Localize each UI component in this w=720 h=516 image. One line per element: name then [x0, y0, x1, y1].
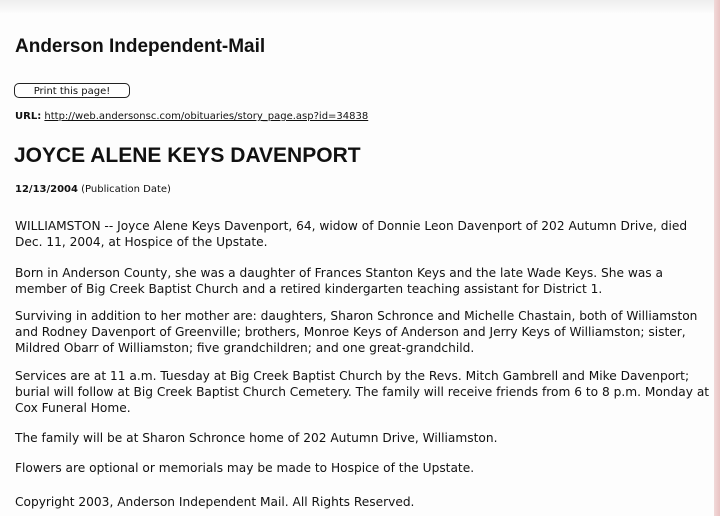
- publication-date-line: [15, 184, 171, 195]
- publication-date-note: (Publication Date): [81, 184, 171, 195]
- paragraph-family-home: The family will be at Sharon Schronce home of 202 Autumn Drive, Williamston.: [15, 431, 498, 445]
- publisher-title: Anderson Independent-Mail: [15, 36, 266, 57]
- story-url-link[interactable]: http://web.andersonsc.com/obituaries/story_page.asp?id=34838: [44, 111, 369, 122]
- url-line: [15, 111, 368, 122]
- copyright-notice: Copyright 2003, Anderson Independent Mail. All Rights Reserved.: [15, 495, 415, 509]
- paragraph-memorials: Flowers are optional or memorials may be made to Hospice of the Upstate.: [15, 461, 475, 475]
- paragraph-survivors: Surviving in addition to her mother are: daughters, Sharon Schronce and Michelle Chastain, both of Williamston and Rodney Davenport of Greenville; brothers, Monroe Keys of Anderson and Jerry Keys of Williamston; sister, Mildred Obarr of Williamston; five grandchildren; and one great-grandchild.: [15, 309, 698, 355]
- obituary-headline: JOYCE ALENE KEYS DAVENPORT: [14, 144, 361, 167]
- print-page-button[interactable]: Print this page!: [14, 83, 130, 98]
- page-right-edge: [714, 0, 720, 516]
- paragraph-biography: Born in Anderson County, she was a daughter of Frances Stanton Keys and the late Wade Keys. She was a member of Big Creek Baptist Church and a retired kindergarten teaching assistant for District 1.: [15, 266, 663, 296]
- url-label: URL:: [15, 111, 42, 122]
- publication-date: 12/13/2004: [15, 184, 78, 195]
- paragraph-intro: WILLIAMSTON -- Joyce Alene Keys Davenport, 64, widow of Donnie Leon Davenport of 202 Autumn Drive, died Dec. 11, 2004, at Hospice of the Upstate.: [15, 219, 688, 249]
- paragraph-services: Services are at 11 a.m. Tuesday at Big Creek Baptist Church by the Revs. Mitch Gambrell and Mike Davenport; burial will follow at Big Creek Baptist Church Cemetery. The family will receive friends from 6 to 8 p.m. Monday at Cox Funeral Home.: [15, 369, 710, 415]
- page-top-shading: [0, 0, 720, 14]
